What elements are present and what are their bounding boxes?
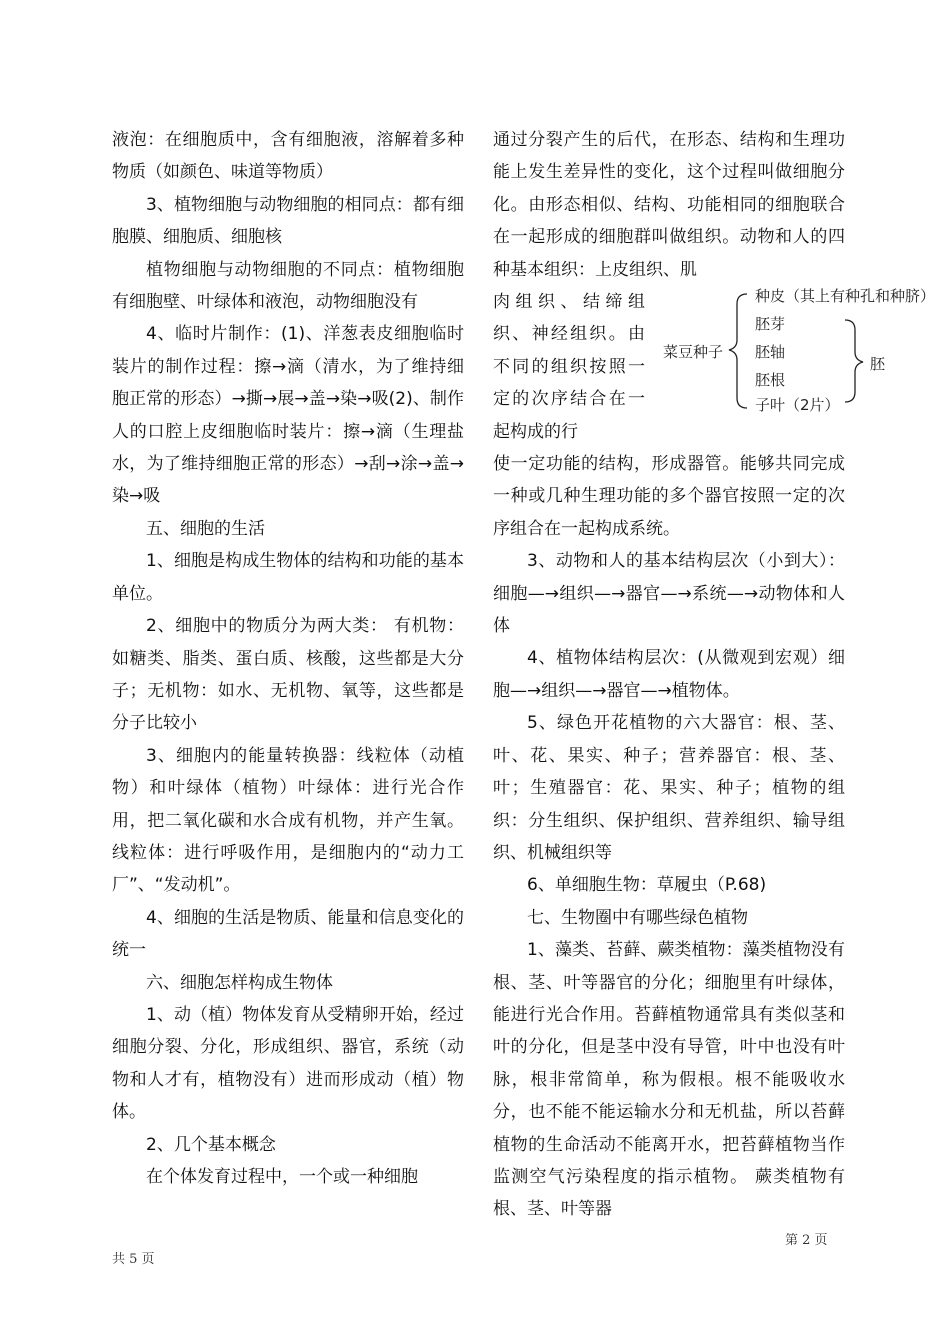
seed-coat-label: 种皮（其上有种孔和种脐）	[755, 287, 936, 305]
paragraph-vacuole: 液泡：在细胞质中，含有细胞液，溶解着多种物质（如颜色、味道等物质）	[112, 130, 464, 183]
paragraph-animal-levels: 3、动物和人的基本结构层次（小到大）：细胞—→组织—→器官—→系统—→动物体和人体	[493, 551, 845, 637]
embryo-label: 胚	[870, 355, 886, 373]
paragraph-organs-systems: 使一定功能的结构，形成器管。能够共同完成一种或几种生理功能的多个器官按照一定的次序组合在一起构成系统。	[493, 454, 845, 539]
section-heading-green-plants: 七、生物圈中有哪些绿色植物	[527, 907, 748, 928]
radicle-label: 胚根	[755, 371, 786, 389]
paragraph-plant-levels: 4、植物体结构层次：(从微观到宏观）细胞—→组织—→器官—→植物体。	[493, 648, 845, 701]
paragraph-tissues-wrapped: 肉组织、结缔组织、神经组织。由不同的组织按照一定的次序结合在一起构成的行	[493, 292, 645, 442]
hypocotyl-label: 胚轴	[755, 343, 786, 361]
seed-label: 菜豆种子	[663, 343, 724, 361]
left-column	[112, 124, 464, 1193]
page-total: 共 5 页	[112, 1252, 155, 1267]
paragraph-energy-converters: 3、细胞内的能量转换器：线粒体（动植物）和叶绿体（植物）叶绿体：进行光合作用，把二氧化碳和水合成有机物，并产生氧。 线粒体：进行呼吸作用，是细胞内的“动力工厂”、“发动机”。	[112, 745, 464, 896]
plumule-label: 胚芽	[755, 315, 786, 333]
section-heading-cell-life: 五、细胞的生活	[146, 518, 265, 539]
paragraph-cell-life-unity: 4、细胞的生活是物质、能量和信息变化的统一	[112, 907, 464, 961]
paragraph-basic-unit: 1、细胞是构成生物体的结构和功能的基本单位。	[112, 551, 464, 604]
paragraph-cell-substances: 2、细胞中的物质分为两大类： 有机物：如糖类、脂类、蛋白质、核酸，这些都是大分子；无机物：如水、无机物、氧等，这些都是分子比较小	[112, 616, 464, 734]
subheading-concepts: 2、几个基本概念	[146, 1134, 276, 1155]
cotyledon-label: 子叶（2片）	[755, 396, 840, 414]
seed-structure-diagram	[663, 280, 948, 416]
paragraph-single-cell: 6、单细胞生物：草履虫（P.68)	[527, 875, 767, 896]
paragraph-six-organs: 5、绿色开花植物的六大器官：根、茎、叶、花、果实、种子；营养器官：根、茎、叶；生殖器官：花、果实、种子；植物的组织：分生组织、保护组织、营养组织、输导组织、机械组织等	[493, 713, 845, 863]
paragraph-differentiation-start: 在个体发育过程中，一个或一种细胞	[146, 1167, 418, 1187]
page-number: 第 2 页	[785, 1233, 828, 1248]
paragraph-algae-moss-fern: 1、藻类、苔藓、蕨类植物：藻类植物没有根、茎、叶等器官的分化；细胞里有叶绿体，能进行光合作用。苔藓植物通常具有类似茎和叶的分化，但是茎中没有导管，叶中也没有叶脉，根非常简单，称为假根。根不能吸收水分，也不能不能运输水分和无机盐，所以苔藓植物的生命活动不能离开水，把苔藓植物当作监测空气污染程度的指示植物。 蕨类植物有根、茎、叶等器	[493, 940, 845, 1220]
paragraph-differences: 植物细胞与动物细胞的不同点：植物细胞有细胞壁、叶绿体和液泡，动物细胞没有	[112, 259, 464, 313]
paragraph-development: 1、动（植）物体发育从受精卵开始，经过细胞分裂、分化，形成组织、器官，系统（动物和人才有，植物没有）进而形成动（植）物体。	[112, 1004, 464, 1123]
paragraph-slide-making: 4、临时片制作：(1)、洋葱表皮细胞临时装片的制作过程：擦→滴（清水，为了维持细胞正常的形态）→撕→展→盖→染→吸(2)、制作人的口腔上皮细胞临时装片：擦→滴（生理盐水，为了维持细胞正常的形态）→刮→涂→盖→染→吸	[112, 324, 464, 507]
section-heading-organism: 六、细胞怎样构成生物体	[146, 972, 333, 993]
paragraph-differentiation-cont: 通过分裂产生的后代，在形态、结构和生理功能上发生差异性的变化，这个过程叫做细胞分化。由形态相似、结构、功能相同的细胞联合在一起形成的细胞群叫做组织。动物和人的四种基本组织：上皮组织、肌	[493, 130, 845, 280]
paragraph-similarities: 3、植物细胞与动物细胞的相同点：都有细胞膜、细胞质、细胞核	[112, 194, 464, 248]
